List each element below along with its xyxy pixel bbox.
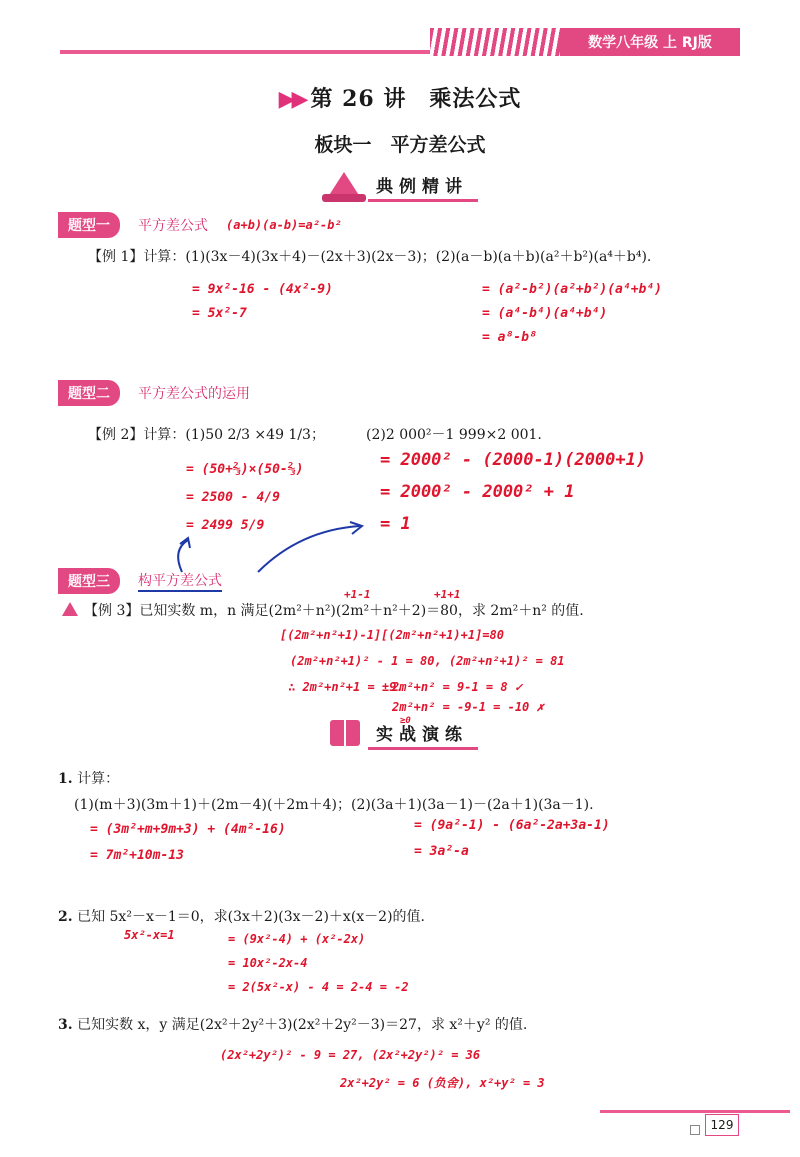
q3-hw-line2: 2x²+2y² = 6 (负舍), x²+y² = 3 xyxy=(340,1076,545,1090)
section-examples xyxy=(322,166,478,202)
q2-hw-line4: = 2(5x²-x) - 4 = 2-4 = -2 xyxy=(228,980,409,994)
footer-box xyxy=(690,1125,700,1135)
q1-number: 1. xyxy=(58,771,73,787)
q2-hw-line1: 5x²-x=1 xyxy=(124,928,175,942)
example2-text-b: (2)2 000²－1 999×2 001. xyxy=(366,427,542,443)
type1-header xyxy=(58,212,342,238)
q3-text: 已知实数 x，y 满足(2x²＋2y²＋3)(2x²＋2y²－3)＝27，求 x²＋y² 的值. xyxy=(77,1017,528,1033)
footer-line xyxy=(600,1110,790,1113)
type1-hw-formula: (a+b)(a-b)=a²-b² xyxy=(226,218,342,232)
q2-number: 2. xyxy=(58,909,73,925)
difficulty-icon xyxy=(62,602,78,616)
example3-text: 【例 3】已知实数 m，n 满足(2m²＋n²)(2m²＋n²＋2)＝80，求 2m²＋n² 的值. xyxy=(84,603,584,619)
ex3-hw-line4: 2m²+n² = 9-1 = 8 ✓ xyxy=(392,680,523,694)
type2-header xyxy=(58,380,250,406)
ex2-hw-line4: = 2000² - (2000-1)(2000+1) xyxy=(380,450,647,470)
q1-parts: (1)(m＋3)(3m＋1)＋(2m－4)(＋2m＋4)；(2)(3a＋1)(3a－1)－(2a＋1)(3a－1). xyxy=(74,797,594,813)
example2-text-a: 【例 2】计算：(1)50 2/3 ×49 1/3； xyxy=(88,427,325,443)
example1-text: 【例 1】计算：(1)(3x－4)(3x＋4)－(2x＋3)(2x－3)；(2)(a－b)(a＋b)(a²＋b²)(a⁴＋b⁴). xyxy=(88,249,652,265)
type3-title: 构平方差公式 xyxy=(138,570,222,592)
ex2-hw-line6: = 1 xyxy=(380,514,411,534)
type3-pill: 题型三 xyxy=(58,568,120,594)
q1-hw-line4: = 3a²-a xyxy=(414,844,469,859)
ex3-hw-line3: ∴ 2m²+n²+1 = ±9. xyxy=(288,680,404,694)
ex3-hw-line6: ≥0 xyxy=(400,716,411,726)
ex3-hw-above-1: +1-1 xyxy=(344,588,371,601)
section-examples-label: 典例精讲 xyxy=(368,172,478,202)
ex2-hw-line2: = 2500 - 4/9 xyxy=(186,490,280,505)
q1-hw-line1: = (3m²+m+9m+3) + (4m²-16) xyxy=(90,822,286,837)
ex1-hw-line4: = (a⁴-b⁴)(a⁴+b⁴) xyxy=(482,306,608,321)
practice-q1 xyxy=(58,768,119,788)
q3-hw-line1: (2x²+2y²)² - 9 = 27, (2x²+2y²)² = 36 xyxy=(220,1048,481,1062)
section-practice-label: 实战演练 xyxy=(368,720,478,750)
ex2-hw-line1: = (50+⅔)×(50-⅔) xyxy=(186,462,304,477)
ex3-hw-line1: [(2m²+n²+1)-1][(2m²+n²+1)+1]=80 xyxy=(280,628,504,642)
q1-hw-line3: = (9a²-1) - (6a²-2a+3a-1) xyxy=(414,818,610,833)
arrow-icon: ▶▶ xyxy=(278,86,305,112)
q1-text: 计算： xyxy=(77,771,120,787)
type2-title: 平方差公式的运用 xyxy=(138,386,250,402)
header-stripes xyxy=(430,28,570,56)
lecture-title-text: 第 26 讲 乘法公式 xyxy=(310,86,522,112)
section-practice xyxy=(322,714,478,750)
practice-q3 xyxy=(58,1014,527,1034)
ex3-hw-above-2: +1+1 xyxy=(434,588,461,601)
ex3-hw-line5: 2m²+n² = -9-1 = -10 ✗ xyxy=(392,700,544,714)
q1-hw-line2: = 7m²+10m-13 xyxy=(90,848,184,863)
ex1-hw-line3: = (a²-b²)(a²+b²)(a⁴+b⁴) xyxy=(482,282,663,297)
ex3-hw-line2: (2m²+n²+1)² - 1 = 80, (2m²+n²+1)² = 81 xyxy=(290,654,565,668)
type1-pill: 题型一 xyxy=(58,212,120,238)
ex2-hw-line5: = 2000² - 2000² + 1 xyxy=(380,482,575,502)
ex2-hw-line3: = 2499 5/9 xyxy=(186,518,265,533)
ex1-hw-line5: = a⁸-b⁸ xyxy=(482,330,537,345)
type3-header xyxy=(58,568,222,594)
practice-q2 xyxy=(58,906,425,926)
type1-title: 平方差公式 xyxy=(138,218,208,234)
ex1-hw-line2: = 5x²-7 xyxy=(192,306,247,321)
book-tag: 数学八年级 上 RJ版 xyxy=(560,28,740,56)
type2-pill: 题型二 xyxy=(58,380,120,406)
page-number: 129 xyxy=(705,1114,739,1136)
book-icon xyxy=(322,714,368,750)
q3-number: 3. xyxy=(58,1017,73,1033)
header-line xyxy=(60,50,480,54)
q2-hw-line2: = (9x²-4) + (x²-2x) xyxy=(228,932,366,946)
ex1-hw-line1: = 9x²-16 - (4x²-9) xyxy=(192,282,333,297)
q2-hw-line3: = 10x²-2x-4 xyxy=(228,956,308,970)
lecture-title xyxy=(0,82,800,113)
q2-text: 已知 5x²－x－1＝0，求(3x＋2)(3x－2)＋x(x－2)的值. xyxy=(77,909,425,925)
block-title: 板块一 平方差公式 xyxy=(314,134,486,156)
teacher-icon xyxy=(322,166,368,202)
